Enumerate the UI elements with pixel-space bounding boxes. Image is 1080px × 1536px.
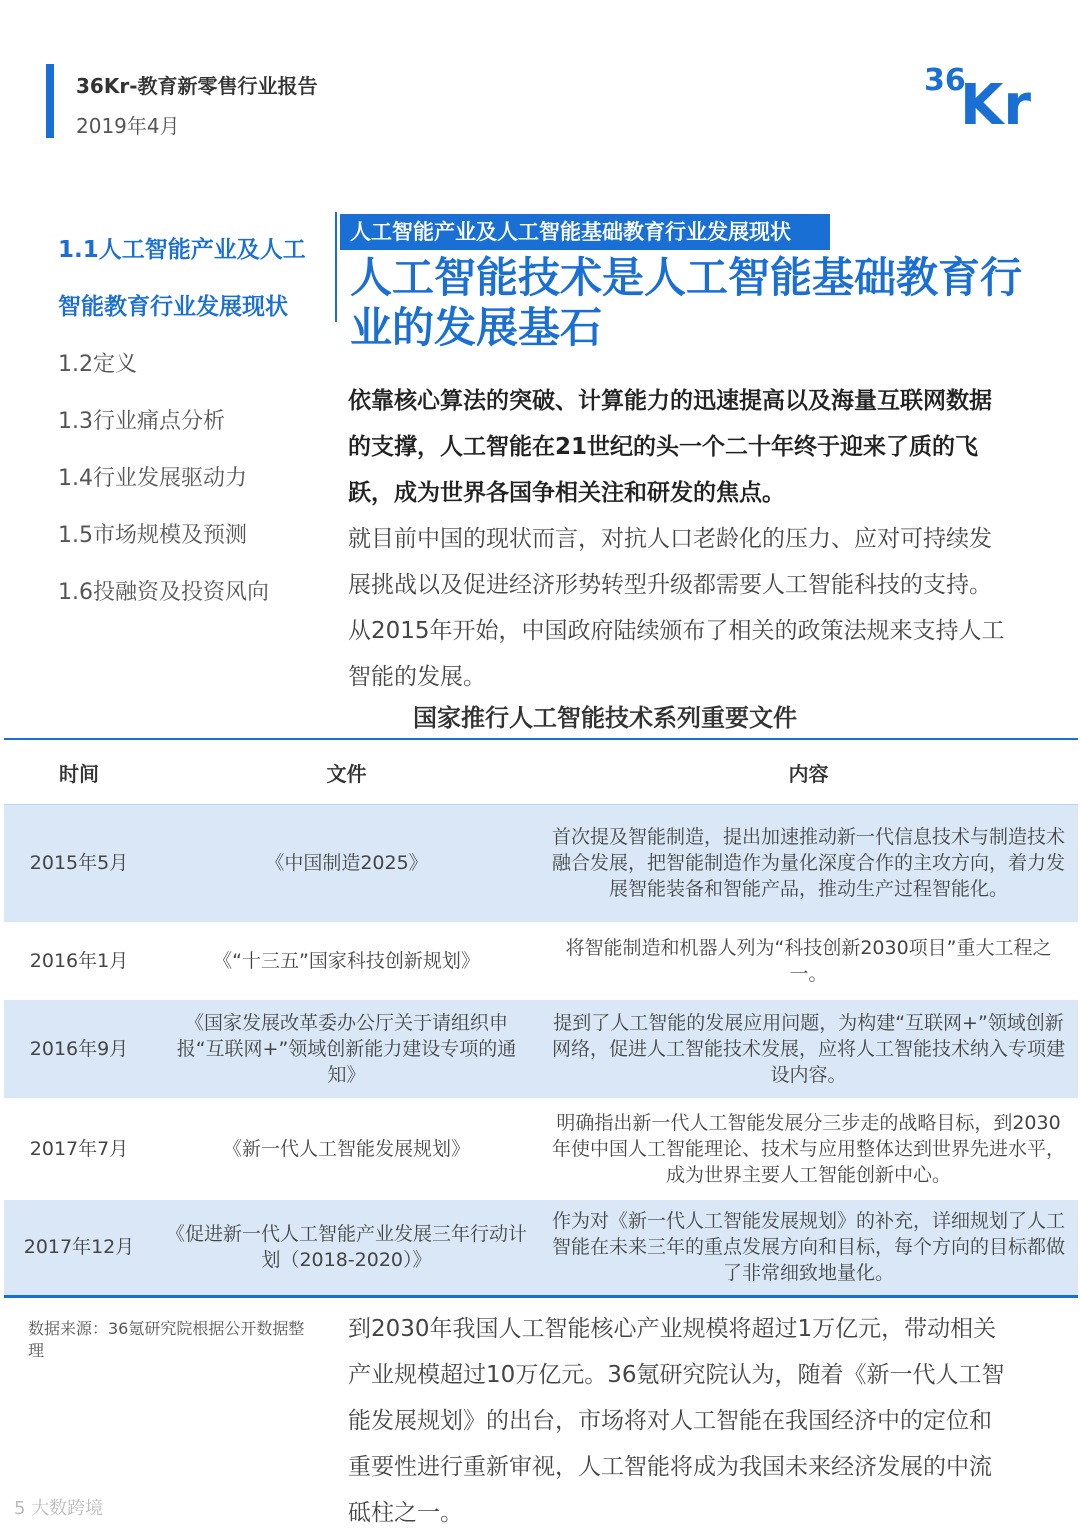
divider [335, 212, 337, 322]
report-title: 36Kr-教育新零售行业报告 [76, 74, 318, 98]
cell-document: 《国家发展改革委办公厅关于请组织申报“互联网+”领域创新能力建设专项的通知》 [154, 999, 539, 1099]
column-header-content: 内容 [539, 739, 1078, 805]
data-source-note: 数据来源：36氪研究院根据公开数据整理 [28, 1319, 305, 1360]
column-header-document: 文件 [154, 739, 539, 805]
page-number: 5 [14, 1498, 26, 1519]
cell-content: 提到了人工智能的发展应用问题，为构建“互联网+”领域创新网络，促进人工智能技术发展，应将人工智能技术纳入专项建设内容。 [539, 999, 1078, 1099]
cell-content: 将智能制造和机器人列为“科技创新2030项目”重大工程之一。 [539, 923, 1078, 999]
table-title: 国家推行人工智能技术系列重要文件 [413, 704, 797, 732]
cell-document: 《中国制造2025》 [154, 805, 539, 923]
column-header-time: 时间 [4, 739, 154, 805]
nav-item-investment[interactable]: 1.6投融资及投资风向 [58, 580, 269, 605]
closing-paragraph: 到2030年我国人工智能核心产业规模将超过1万亿元，带动相关产业规模超过10万亿元。36氪研究院认为，随着《新一代人工智能发展规划》的出台，市场将对人工智能在我国经济中的定位和重要性进行重新审视，人工智能将成为我国未来经济发展的中流砥柱之一。 [348, 1316, 1005, 1526]
cell-time: 2017年12月 [4, 1199, 154, 1297]
report-date: 2019年4月 [76, 114, 180, 138]
page-title: 人工智能技术是人工智能基础教育行业的发展基石 [350, 253, 1023, 352]
watermark-text: 大数跨境 [31, 1498, 104, 1519]
cell-document: 《“十三五”国家科技创新规划》 [154, 923, 539, 999]
cell-content: 首次提及智能制造，提出加速推动新一代信息技术与制造技术融合发展，把智能制造作为量化深度合作的主攻方向，着力发展智能装备和智能产品，推动生产过程智能化。 [539, 805, 1078, 923]
section-tag: 人工智能产业及人工智能基础教育行业发展现状 [340, 214, 830, 250]
table-row [4, 1099, 1078, 1199]
watermark [14, 1494, 103, 1520]
cell-time: 2016年1月 [4, 923, 154, 999]
brand-logo [920, 52, 1044, 132]
cell-time: 2015年5月 [4, 805, 154, 923]
svg-text:Kr: Kr [960, 73, 1032, 132]
cell-time: 2016年9月 [4, 999, 154, 1099]
svg-text:36: 36 [924, 63, 966, 98]
table-row [4, 999, 1078, 1099]
nav-item-active[interactable]: 1.1人工智能产业及人工智能教育行业发展现状 [58, 237, 306, 320]
cell-document: 《新一代人工智能发展规划》 [154, 1099, 539, 1199]
policy-table [4, 738, 1078, 1298]
table-row [4, 1199, 1078, 1297]
lead-paragraph-bold: 依靠核心算法的突破、计算能力的迅速提高以及海量互联网数据的支撑，人工智能在21世纪的头一个二十年终于迎来了质的飞跃，成为世界各国争相关注和研发的焦点。 [348, 388, 992, 506]
table-header-row [4, 739, 1078, 805]
section-nav [58, 222, 308, 621]
cell-time: 2017年7月 [4, 1099, 154, 1199]
nav-item-pain-points[interactable]: 1.3行业痛点分析 [58, 409, 225, 434]
header-accent-bar [46, 64, 54, 138]
cell-content: 作为对《新一代人工智能发展规划》的补充，详细规划了人工智能在未来三年的重点发展方向和目标，每个方向的目标都做了非常细致地量化。 [539, 1199, 1078, 1297]
table-row [4, 805, 1078, 923]
table-row [4, 923, 1078, 999]
cell-content: 明确指出新一代人工智能发展分三步走的战略目标，到2030年使中国人工智能理论、技术与应用整体达到世界先进水平，成为世界主要人工智能创新中心。 [539, 1099, 1078, 1199]
lead-paragraph: 就目前中国的现状而言，对抗人口老龄化的压力、应对可持续发展挑战以及促进经济形势转型升级都需要人工智能科技的支持。从2015年开始，中国政府陆续颁布了相关的政策法规来支持人工智能的发展。 [348, 526, 1005, 690]
nav-item-market-size[interactable]: 1.5市场规模及预测 [58, 523, 247, 548]
cell-document: 《促进新一代人工智能产业发展三年行动计划（2018-2020）》 [154, 1199, 539, 1297]
nav-item-definition[interactable]: 1.2定义 [58, 352, 137, 377]
nav-item-drivers[interactable]: 1.4行业发展驱动力 [58, 466, 247, 491]
